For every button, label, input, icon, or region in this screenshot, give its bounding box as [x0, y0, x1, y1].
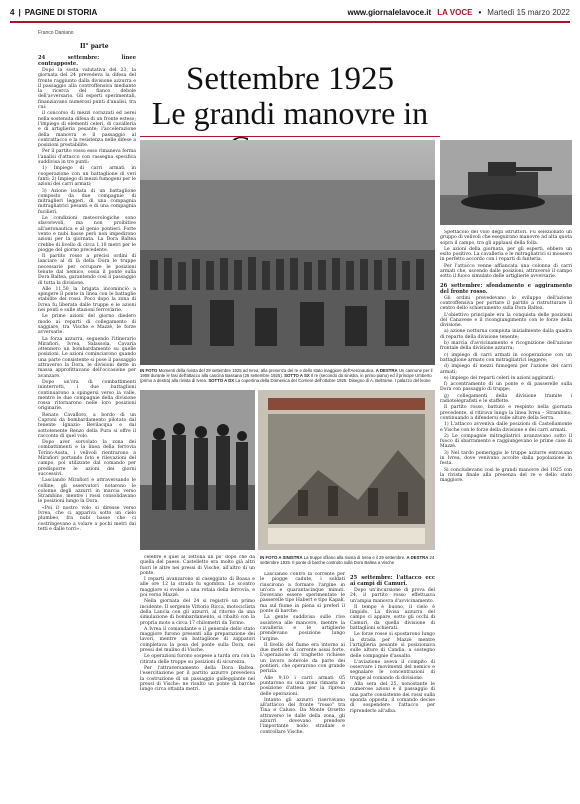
paragraph: «Poi il nostro volo si diresse verso Ivrea, che ci appariva sotto un cielo plumbeo, fra nubi basse che ci costringevano a volare a pochi metri dai tetti e dalle torri». — [38, 505, 136, 532]
paragraph: L'obiettivo principale era la conquista delle posizioni del Canavese e il ricongiungimento con le forze della divisione. — [440, 312, 572, 329]
paragraph: b) marcia d'avvicinamento e ricognizione dell'azione frontale della divisione azzurra; — [440, 341, 572, 352]
author-name: Franco Daniano — [38, 30, 74, 36]
paragraph: Le condizioni meteorologiche sono sfavorevoli, ma non proibitive all'aeronautica e al genio pontieri. Forte vento e nubi basse però non impedirono azioni per la giornata. La Dora Baltea crebbe di livello di circa 1,10 metri per le piogge del giorno precedente. — [38, 216, 136, 253]
paper-name: LA VOCE — [437, 7, 473, 17]
paragraph: e) impiego dei reparti celeri in azioni aggiranti; — [444, 375, 555, 381]
paragraph: Alle 9,10 i carri armati 05 puntarono su una zona rimasta in posizione d'attesa per la ripresa delle operazioni. — [260, 675, 345, 697]
headline-rule — [140, 136, 440, 137]
paragraph: Dopo un'ora di combattimenti ininterrotti, i due battaglioni continuarono a spingersi verso la valle, mentre le due compagnie della divisione rossa ritornarono nelle loro posizioni originarie. — [38, 379, 136, 412]
caption-bottom-text2: 24 settembre 1925. Il ponte di barche costruito sulla Dora Baltea a Vische — [260, 555, 435, 565]
column-5 — [440, 230, 572, 796]
paragraph: Gli ordini prevedevano lo sviluppo dell'azione controffensiva per portare il partito a ristrutturare il centro dello schieramento sulla Dora Baltea. — [440, 295, 572, 312]
paragraph: il concorso di mezzi corazzati ed aerei nella sostenuta difesa di un fronte esteso; l'impiego di elementi celeri, di cavalleria e di artiglieria pesante; l'accelerazione della manovra e il passaggio al contrattacco e la resistenza nelle difese a posizioni prestabilite. — [38, 111, 136, 149]
paragraph: Le azioni della giornata, per gli esperti, ebbero un esito positivo. La cavalleria e le mitragliatrici si mossero in perfetto accordo con i reparti di fanteria. — [440, 246, 572, 263]
photo-cover-image — [258, 390, 435, 550]
caption-top-label: IN FOTO — [140, 368, 158, 373]
paragraph: Nella giornata del 24 si registrò un primo incidente. Il sergente Vittorio Ricca, motociclista della Lancia con gli azzurri, al ritorno da una simulazione di bombardamento, si ribaltò con la propria moto a circa 17 chilometri da Torino. — [140, 599, 255, 626]
paragraph: Lasciando contro la corrente per le piogge cadute, i soldati riuscirono a formare l'argine in un'ora e quarantacinque minuti. Dovevano essere sperimentate le passerelle tipo Habert e tipo Kapak, ma sul fiume in piena si preferì il ponte di barche. — [260, 572, 345, 615]
caption-top-text: Momenti della rivista del 29 settembre 1925 ad Ivrea, alla presenza del re e dello stato maggiore dell'Aeronautica. — [158, 368, 375, 373]
subheading: 24 settembre: linee contrapposte. — [38, 55, 136, 67]
header-rule — [10, 21, 570, 23]
paragraph: Per l'attacco venne affiancata una colonna di carri armati che, uscendo dalle posizioni, attraversò il campo sotto il fuoco simulato delle artiglierie avversarie. — [440, 263, 572, 280]
paragraph: Il tempo è buono, il cielo è limpido. La divisa azzurra del campo ci appare, sotto gli occhi di Camuri, da quella divisione di battaglioni schierati. — [350, 604, 435, 632]
section-name: PAGINE DI STORIA — [24, 7, 98, 17]
photo-tank — [440, 140, 572, 225]
paragraph: Dopo la sosta valutativa del 23, la giornata del 24 prevedeva la difesa del fronte raggiunto dalla divisione azzurra e il passaggio alla controffensiva mediante la ricerca del fianco debole dell'avversario. Gli esperti sperimentali, finanziavano numerosi punti d'analisi, tra cui: — [38, 68, 136, 111]
caption-bottom-label2: A DESTRA — [406, 555, 429, 560]
paragraph: Intanto gli azzurri riservavano all'attacco del fronte "rosso" tra Tina e Caluso. Da Monte Orsetto attraverso le dalle della zona, gli azzurri dovevano prendere l'importante nodo stradale e controllare Vische. — [260, 697, 345, 735]
paragraph: Dopo aver sorvolato la zona dei combattimenti e la linea della ferrovia Torino-Aosta, i velivoli rientrarono a Mirafiori portando foto e rilevazioni del campo, poi utilizzate dal comando per predisporre le azioni dei giorni successivi. — [38, 440, 136, 477]
caption-bottom — [260, 555, 435, 565]
paragraph: a) azione notturna compiuta inizialmente dalla quadra di reparto della divisione tenente; — [440, 329, 572, 340]
paragraph: Dopo un'incursione di prova del 24, il partito rosso effettuava un'ampia manovra d'avvicinamento. — [350, 588, 435, 604]
paragraph: g) collegamenti della divisione tramite i radiotelegrafisti e le staffette. — [440, 393, 572, 405]
paragraph: Le operazioni furono sospese a tarda ora con la ritirata delle truppe su posizioni di sicurezza. — [140, 654, 255, 665]
caption-top — [140, 368, 435, 383]
paragraph: A Ivrea il comandante e il generale dello stato maggiore furono presenti alla preparazione dei lavori, mentre un battaglione di zappatori completava la posa del ponte sulla Dora, nei pressi del mulino di Vische. — [140, 626, 255, 654]
paragraph: 1) Impiego di carri armati in cooperazione con un battaglione di veri fanti; 2) Impiego di mezzi fumogeni per le azioni dei carri armati; — [38, 166, 136, 188]
headline-line2: Le grandi manovre in — [151, 95, 429, 131]
subheading: 26 settembre: sfondamento e aggiramento del fronte rosso. — [440, 282, 572, 295]
divider-bar: | — [18, 7, 21, 17]
page-number: 4 — [10, 7, 15, 17]
paragraph: Renato Cavalloro, a bordo di un Caproni da bombardamento pilotato dal tenente Ignazio Bevilacqua e dal sottotenente Renzo della Pura si offre il racconto di quel volo. — [38, 412, 136, 439]
headline-line1: Settembre 1925 — [185, 61, 395, 97]
part-label: II° parte — [80, 43, 109, 50]
paragraph: Lasciando Mirafiori e attraversando le colline, gli osservatori notarono le colonne degli azzurri in marcia verso Strambino, mentre i rossi consolidavano le posizioni lungo la Dora. — [38, 478, 136, 505]
paragraph: L'aviazione aveva il compito di osservare i movimenti del nemico e segnalare le concentrazioni di truppe al comando di divisione. — [350, 659, 435, 681]
paragraph: celebre e quel al Tettona un po' dopo che da quella del paese. Castelletto era molto già altri fuori le altre nei pressi di Vische, all'altro di un ponte. — [140, 555, 255, 576]
subheading: 25 settembre: l'attacco ecc ai campi di Camuri. — [350, 575, 435, 587]
website-link[interactable]: www.giornalelavoce.it — [347, 7, 432, 17]
paragraph: Si concludevano così le grandi manovre del 1925 con la rivista finale alla presenza del re e dello stato maggiore. — [440, 467, 572, 484]
page-header — [10, 4, 570, 20]
paragraph: Per il partito rosso esso rimaneva ferma l'analisi d'attacco con rassegna specifica suddivisa in tre punti: — [38, 149, 136, 166]
column-2 — [140, 555, 255, 796]
paragraph: f) accentramento di un ponte e di passerelle sulla Dora con passaggio di truppe; — [440, 382, 572, 393]
paragraph: 3) Nel tardo pomeriggio le truppe azzurre entravano in Ivrea, dove venivano accolte dalla popolazione in festa. — [440, 450, 572, 467]
caption-top-text2: Un cannone per il 1908 durante le fasi dell'attacco alla cascina Bassana (26 settembre 1925). — [140, 368, 433, 378]
column-3 — [260, 572, 345, 796]
paragraph: d) impiego di mezzi fumogeni per l'azione dei carri armati; — [440, 364, 572, 375]
column-1 — [38, 52, 136, 796]
paragraph: I reparti avanzarono al caseggiato di Boasa e alle ore 12 la strada fu sgombra. Lo scontro maggiore si svolse a una rotaia della ferrovia, e poi verso Mazzè. — [140, 577, 255, 599]
divider-dot: • — [478, 7, 482, 17]
photo-king-image — [140, 390, 255, 550]
caption-top-label3: SOTTO A SX — [284, 373, 310, 378]
caption-top-label2: A DESTRA — [375, 368, 398, 373]
paragraph: Le prime azioni del giorno diedero modo ai reparti di collegamento di saggiare, tra Vische e Mazzè, le forze avversarie. — [38, 314, 136, 336]
photo-tank-image — [440, 140, 572, 225]
paragraph: La forza azzurra, seguendo l'itinerario Mirafiori, Ivrea, Salassola, Cavaria ottennero un bombardamento su quelle posizioni. Le azioni cominciarono quando una parte consistente si pose il passaggio attraverso la Dora, le divisioni dette in massa approfittavano dell'occasione per avanzare. — [38, 336, 136, 379]
caption-top-text4: La copertina della Domenica del Corriere dell'ottobre 1925. Disegno di A. Beltrame. I palazzo del leone — [235, 378, 431, 383]
paragraph: Alle 11,50 la brigata incominciò a spingere il ponte in linea con le battaglie stabilite dei rossi. Poco dopo la zona di Ivrea fu liberata dalle truppe e le azioni nei ponti e sulle stazioni ferroviarie. — [38, 286, 136, 314]
photo-domenica-corriere — [258, 390, 435, 550]
photo-king-prince — [140, 390, 255, 550]
caption-bottom-text: La truppe sfilano alla rivista di Ivrea e il 29 settembre. — [303, 555, 406, 560]
caption-bottom-label: IN FOTO A SINISTRA — [260, 555, 303, 560]
paragraph: Il partito rosso a precisi ordini di lanciare al di là della Dora le truppe necessarie per occupare le posizioni tenute dal nemico, ossia il ponte sulla Dora Baltea, garantendo così il passaggio di tutta la divisione. — [38, 254, 136, 286]
paragraph: c) impiego di carri armati in cooperazione con un battaglione armato con mitragliatrici leggere; — [440, 352, 572, 363]
photo-parade-ivrea — [140, 140, 435, 365]
column-4 — [350, 572, 435, 796]
paragraph: Spettacolo del volo degli istruttori. Fu selezionato un gruppo di velivoli che eseguirono manovre ad alta quota sopra il campo, tra gli applausi della folla. — [440, 230, 572, 246]
paragraph: Per l'attraversamento della Dora Baltea, l'esercitazione per il partito azzurro prevedeva la costruzione di un passaggio galleggiante nei pressi di Vische: ne risultò un ponte di barche lungo circa ottanta metri. — [140, 665, 255, 693]
paragraph: Le forze rosse si spostarono lungo la strada per Mazzè mentre l'artiglieria pesante si posizionava sulle alture di Candia, a sostegno delle compagnie d'assalto. — [350, 632, 435, 659]
paragraph: Il livello del fiume era intorno ai due metri e la corrente assai forte. L'operazione di traghetto richiese un lavoro notevole da parte dei pontieri, che operarono con grande perizia. — [260, 642, 345, 675]
issue-date: Martedì 15 marzo 2022 — [487, 7, 570, 17]
caption-top-text3: Il re (secondo da sinistra, in primo piano) ed il principe Umberto (primo a destra) alla rivista di Ivrea. — [140, 373, 432, 383]
paragraph: 1) L'attacco avveniva dalle posizioni di Castellamonte e Vische con le forze della divisione e dei carri armati. — [440, 422, 572, 433]
paragraph: Alla sera del 25, nonostante le numerose azioni e il passaggio di una parte consistente dei rossi sulla sponda opposta, il comando decise di sospendere l'attacco per riprenderlo all'alba. — [350, 682, 435, 714]
paragraph: Il partito rosso, battuto e respinto nella giornata precedente, si ritirava lungo la linea Ivrea – Strambino, continuando a difendersi sulle alture della Serra. — [440, 405, 572, 421]
photo-parade-image — [140, 140, 435, 365]
paragraph: 3) Azione isolata di un battaglione composto da due compagnie di mitraglieri leggeri, di una compagnia mitragliatrici pesanti e di una compagnia fucilieri. — [38, 188, 136, 215]
caption-top-label4: SOTTO A DX — [208, 378, 235, 383]
paragraph: 2) Le compagnie mitragliatrici avanzavano sotto il fuoco di sbarramento e raggiungevano le prime case di Mazzè. — [440, 433, 572, 450]
paragraph: La gente suddivisa sulle rive assisteva alle manovre, mentre la cavalleria e le artiglierie prendevano posizione lungo l'argine. — [260, 615, 345, 642]
